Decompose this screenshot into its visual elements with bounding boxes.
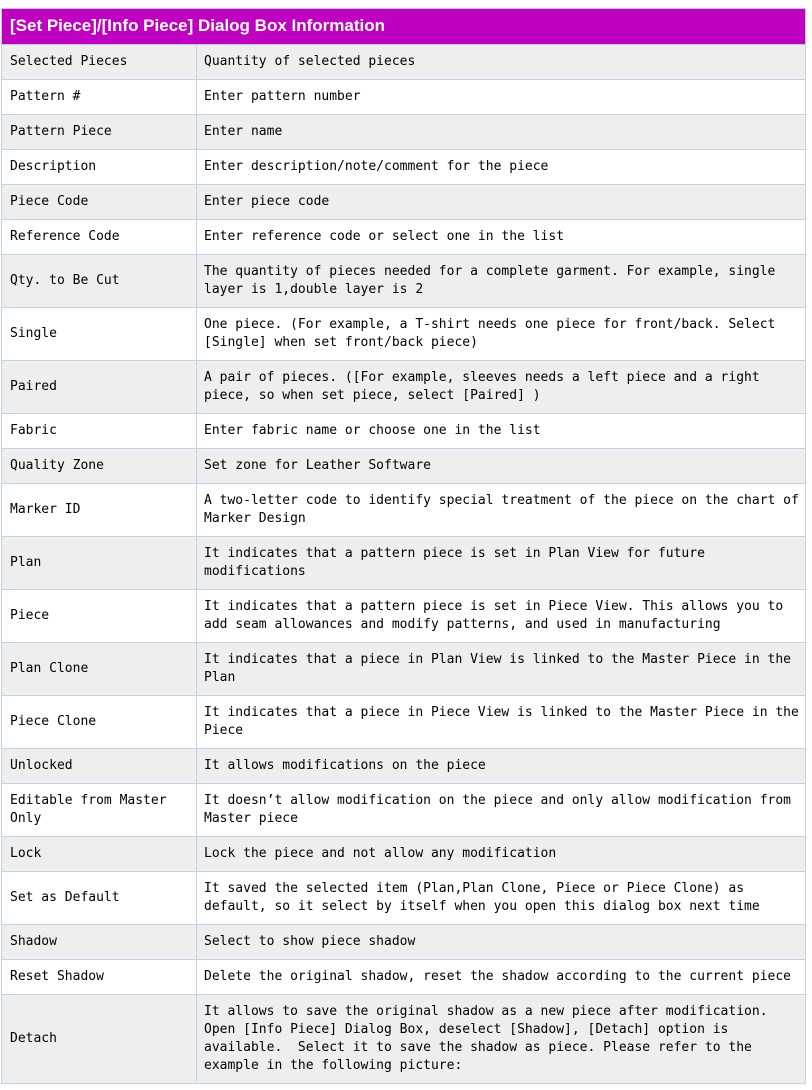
term-cell: Detach bbox=[2, 995, 197, 1084]
description-cell: It saved the selected item (Plan,Plan Clone, Piece or Piece Clone) as default, so it select by itself when you open this dialog box next time bbox=[197, 872, 806, 925]
term-cell: Set as Default bbox=[2, 872, 197, 925]
table-row bbox=[2, 255, 806, 308]
table-row bbox=[2, 995, 806, 1084]
description-cell: Enter fabric name or choose one in the list bbox=[197, 414, 806, 449]
table-row bbox=[2, 484, 806, 537]
term-cell: Unlocked bbox=[2, 749, 197, 784]
term-cell: Marker ID bbox=[2, 484, 197, 537]
term-cell: Pattern Piece bbox=[2, 115, 197, 150]
table-row bbox=[2, 960, 806, 995]
description-cell: It indicates that a pattern piece is set in Plan View for future modifications bbox=[197, 537, 806, 590]
table-title-bar: [Set Piece]/[Info Piece] Dialog Box Information bbox=[2, 9, 806, 45]
table-row bbox=[2, 220, 806, 255]
dialog-info-document bbox=[1, 8, 806, 1084]
table-row bbox=[2, 925, 806, 960]
description-cell: Select to show piece shadow bbox=[197, 925, 806, 960]
description-cell: Enter pattern number bbox=[197, 80, 806, 115]
term-cell: Piece Code bbox=[2, 185, 197, 220]
description-cell: It indicates that a piece in Piece View is linked to the Master Piece in the Piece bbox=[197, 696, 806, 749]
table-body bbox=[2, 45, 806, 1084]
term-cell: Qty. to Be Cut bbox=[2, 255, 197, 308]
term-cell: Plan bbox=[2, 537, 197, 590]
table-row bbox=[2, 308, 806, 361]
table-row bbox=[2, 414, 806, 449]
description-cell: It doesn’t allow modification on the piece and only allow modification from Master piece bbox=[197, 784, 806, 837]
description-cell: Quantity of selected pieces bbox=[197, 45, 806, 80]
term-cell: Paired bbox=[2, 361, 197, 414]
description-cell: It allows to save the original shadow as a new piece after modification. Open [Info Piece] Dialog Box, deselect [Shadow], [Detach] option is available. Select it to save the shadow as piece. Please refer to the example in the following picture: bbox=[197, 995, 806, 1084]
term-cell: Plan Clone bbox=[2, 643, 197, 696]
term-cell: Description bbox=[2, 150, 197, 185]
description-cell: Delete the original shadow, reset the shadow according to the current piece bbox=[197, 960, 806, 995]
description-cell: A pair of pieces. ([For example, sleeves needs a left piece and a right piece, so when set piece, select [Paired] ) bbox=[197, 361, 806, 414]
description-cell: It allows modifications on the piece bbox=[197, 749, 806, 784]
description-cell: Enter reference code or select one in the list bbox=[197, 220, 806, 255]
term-cell: Pattern # bbox=[2, 80, 197, 115]
table-row bbox=[2, 749, 806, 784]
table-row bbox=[2, 872, 806, 925]
table-row bbox=[2, 185, 806, 220]
table-row bbox=[2, 45, 806, 80]
term-cell: Reset Shadow bbox=[2, 960, 197, 995]
description-cell: The quantity of pieces needed for a complete garment. For example, single layer is 1,double layer is 2 bbox=[197, 255, 806, 308]
description-cell: Enter name bbox=[197, 115, 806, 150]
table-row bbox=[2, 115, 806, 150]
table-row bbox=[2, 784, 806, 837]
term-cell: Quality Zone bbox=[2, 449, 197, 484]
table-row bbox=[2, 590, 806, 643]
term-cell: Selected Pieces bbox=[2, 45, 197, 80]
table-row bbox=[2, 837, 806, 872]
description-cell: Set zone for Leather Software bbox=[197, 449, 806, 484]
table-row bbox=[2, 361, 806, 414]
term-cell: Piece Clone bbox=[2, 696, 197, 749]
table-row bbox=[2, 696, 806, 749]
table-row bbox=[2, 150, 806, 185]
description-cell: Lock the piece and not allow any modification bbox=[197, 837, 806, 872]
table-row bbox=[2, 537, 806, 590]
dialog-info-table bbox=[1, 8, 806, 1084]
description-cell: Enter description/note/comment for the piece bbox=[197, 150, 806, 185]
term-cell: Shadow bbox=[2, 925, 197, 960]
description-cell: Enter piece code bbox=[197, 185, 806, 220]
term-cell: Lock bbox=[2, 837, 197, 872]
description-cell: It indicates that a piece in Plan View is linked to the Master Piece in the Plan bbox=[197, 643, 806, 696]
description-cell: One piece. (For example, a T-shirt needs one piece for front/back. Select [Single] when set front/back piece) bbox=[197, 308, 806, 361]
term-cell: Fabric bbox=[2, 414, 197, 449]
term-cell: Reference Code bbox=[2, 220, 197, 255]
table-row bbox=[2, 643, 806, 696]
description-cell: It indicates that a pattern piece is set in Piece View. This allows you to add seam allowances and modify patterns, and used in manufacturing bbox=[197, 590, 806, 643]
table-row bbox=[2, 449, 806, 484]
description-cell: A two-letter code to identify special treatment of the piece on the chart of Marker Design bbox=[197, 484, 806, 537]
term-cell: Editable from Master Only bbox=[2, 784, 197, 837]
table-row bbox=[2, 80, 806, 115]
term-cell: Single bbox=[2, 308, 197, 361]
term-cell: Piece bbox=[2, 590, 197, 643]
